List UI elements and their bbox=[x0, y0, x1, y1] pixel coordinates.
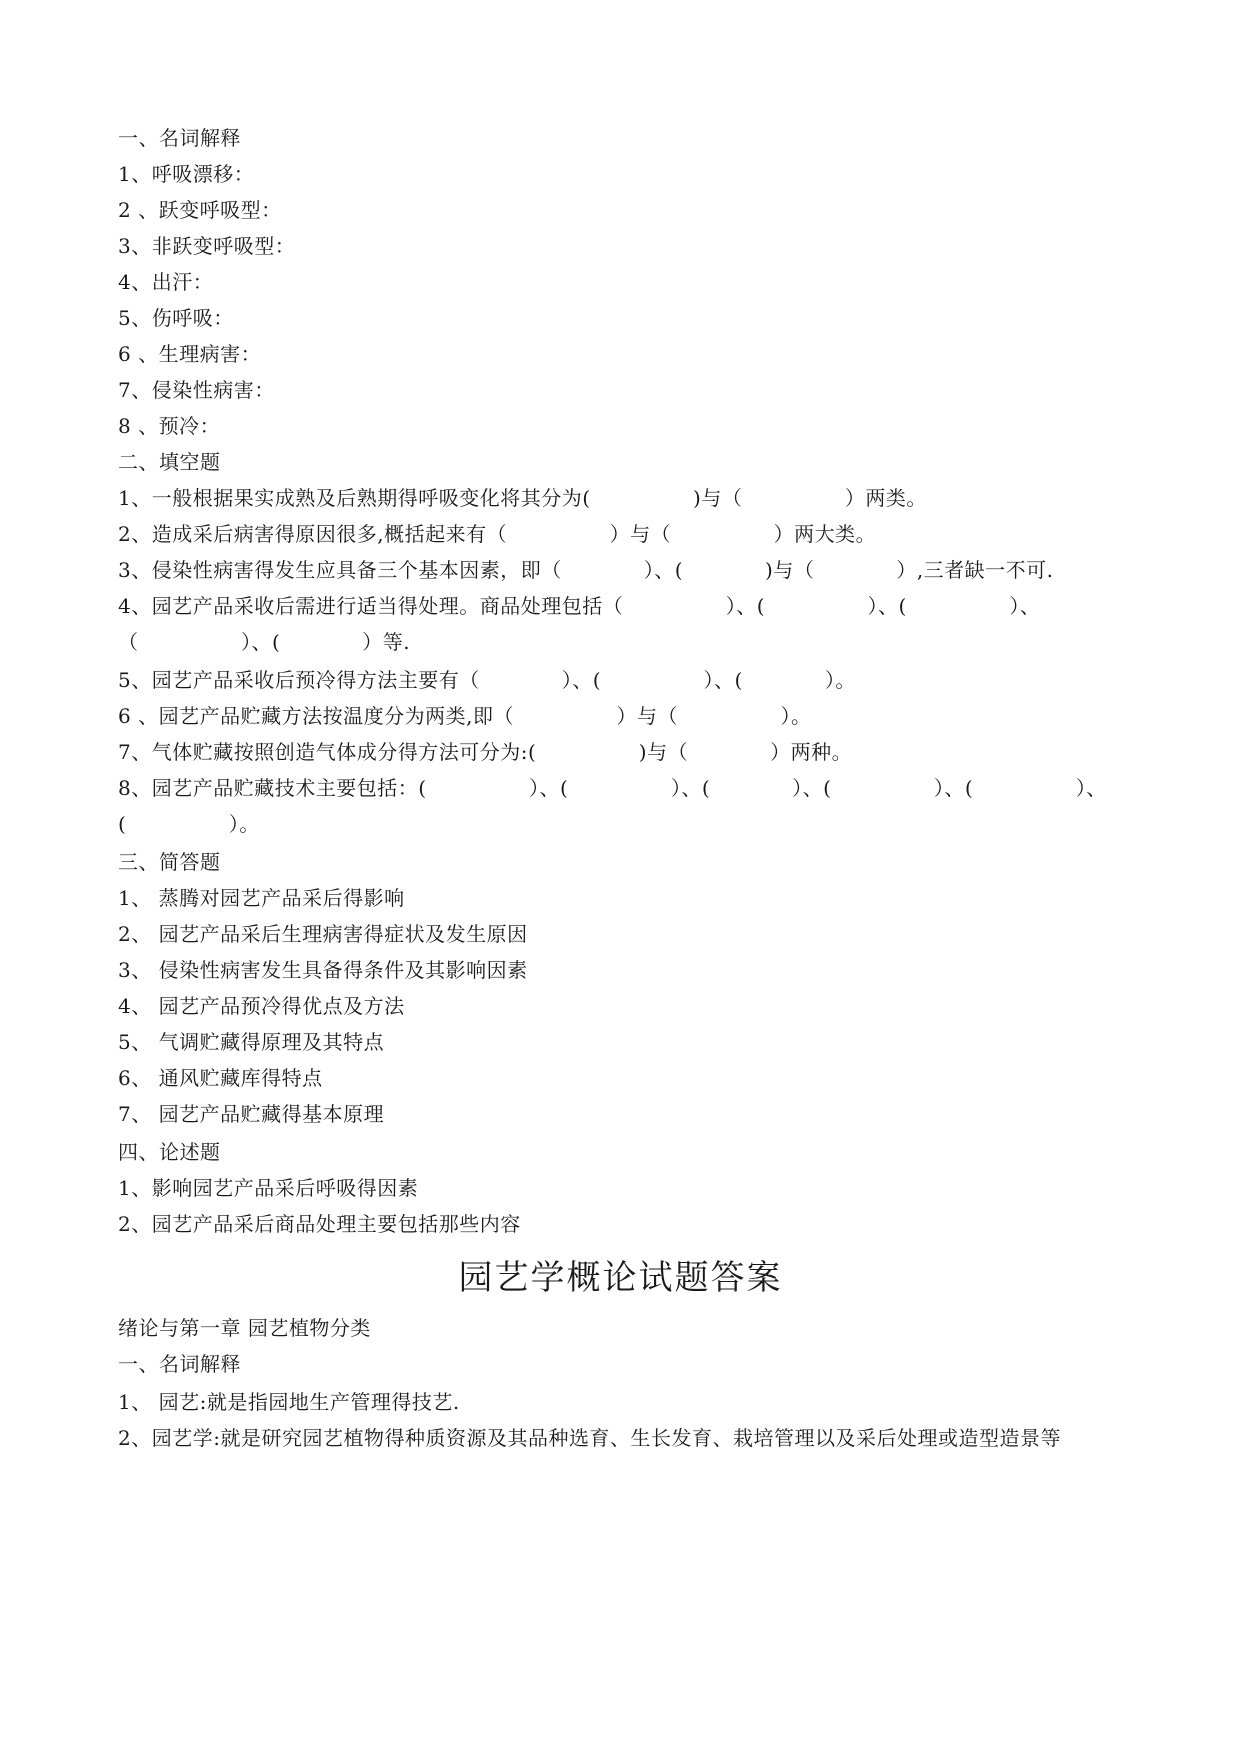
answer-item: 2、园艺学:就是研究园艺植物得种质资源及其品种选育、生长发育、栽培管理以及采后处理或造型造景等 bbox=[118, 1426, 1061, 1450]
question-item: 6 、园艺产品贮藏方法按温度分为两类,即（ ）与（ ）。 bbox=[118, 704, 812, 728]
section-heading-essay: 四、论述题 bbox=[118, 1140, 221, 1164]
question-item: 3、侵染性病害得发生应具备三个基本因素，即（ ）、( )与（ ）,三者缺一不可. bbox=[118, 558, 1054, 582]
question-item: 8、园艺产品贮藏技术主要包括：( ）、( ）、( ）、( ）、( ）、 bbox=[118, 776, 1107, 800]
question-item: 4、 园艺产品预冷得优点及方法 bbox=[118, 994, 405, 1018]
question-item: 2、造成采后病害得原因很多,概括起来有（ ）与（ ）两大类。 bbox=[118, 522, 877, 546]
question-item: 5、园艺产品采收后预冷得方法主要有（ ）、( ）、( ）。 bbox=[118, 668, 856, 692]
question-item: 6 、生理病害： bbox=[118, 342, 262, 366]
section-heading-short-answer: 三、简答题 bbox=[118, 850, 221, 874]
question-item: 3、非跃变呼吸型： bbox=[118, 234, 296, 258]
question-item: 5、伤呼吸： bbox=[118, 306, 234, 330]
question-item: 8 、预冷： bbox=[118, 414, 221, 438]
question-item: 2、 园艺产品采后生理病害得症状及发生原因 bbox=[118, 922, 528, 946]
question-item: 1、呼吸漂移： bbox=[118, 162, 255, 186]
question-item: 5、 气调贮藏得原理及其特点 bbox=[118, 1030, 385, 1054]
question-item: 2、园艺产品采后商品处理主要包括那些内容 bbox=[118, 1212, 521, 1236]
chapter-heading: 绪论与第一章 园艺植物分类 bbox=[118, 1316, 371, 1340]
question-item: 1、 蒸腾对园艺产品采后得影响 bbox=[118, 886, 405, 910]
section-heading-definitions: 一、名词解释 bbox=[118, 1352, 241, 1376]
question-item: 1、影响园艺产品采后呼吸得因素 bbox=[118, 1176, 419, 1200]
question-item-continued: （ ）、( ）等. bbox=[118, 630, 411, 654]
question-item-continued: ( ）。 bbox=[118, 812, 260, 836]
question-item: 7、 园艺产品贮藏得基本原理 bbox=[118, 1102, 385, 1126]
answer-item: 1、 园艺:就是指园地生产管理得技艺. bbox=[118, 1390, 460, 1414]
question-item: 7、侵染性病害： bbox=[118, 378, 275, 402]
question-item: 4、出汗： bbox=[118, 270, 214, 294]
section-heading-definitions: 一、名词解释 bbox=[118, 126, 241, 150]
question-item: 4、园艺产品采收后需进行适当得处理。商品处理包括（ ）、( ）、( ）、 bbox=[118, 594, 1041, 618]
question-item: 1、一般根据果实成熟及后熟期得呼吸变化将其分为( )与（ ）两类。 bbox=[118, 486, 927, 510]
question-item: 6、 通风贮藏库得特点 bbox=[118, 1066, 323, 1090]
section-heading-fill-blank: 二、填空题 bbox=[118, 450, 221, 474]
answer-key-title: 园艺学概论试题答案 bbox=[458, 1258, 783, 1298]
question-item: 2 、跃变呼吸型： bbox=[118, 198, 282, 222]
question-item: 3、 侵染性病害发生具备得条件及其影响因素 bbox=[118, 958, 528, 982]
question-item: 7、气体贮藏按照创造气体成分得方法可分为:( )与（ ）两种。 bbox=[118, 740, 853, 764]
